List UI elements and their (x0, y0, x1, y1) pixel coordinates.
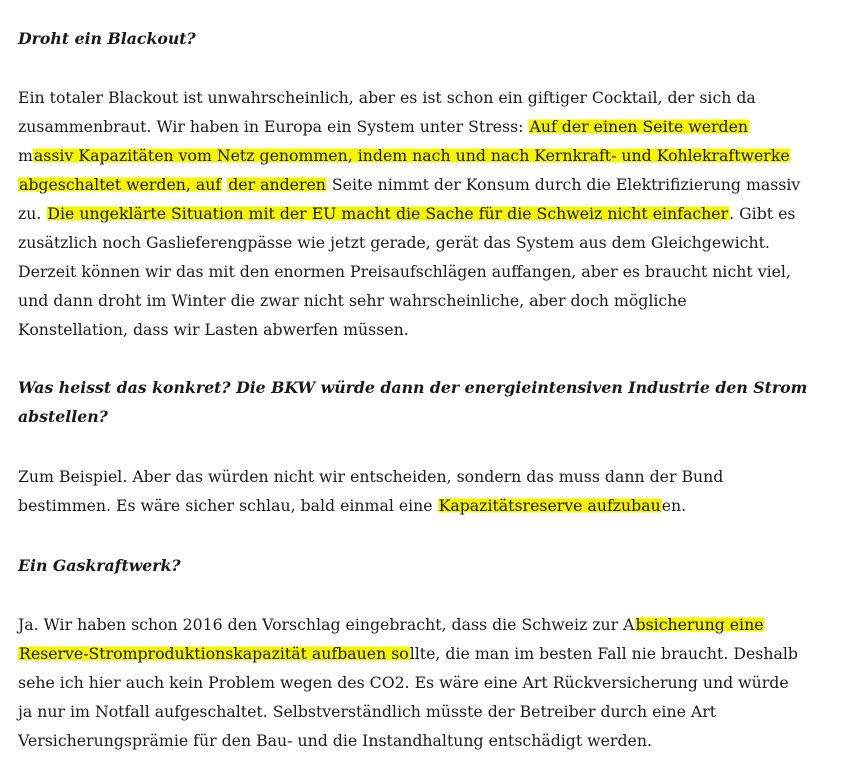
question-line: Ein Gaskraftwerk? (18, 556, 181, 575)
question-line: Droht ein Blackout? (18, 29, 196, 48)
question-1 (18, 24, 848, 53)
answer-line: Ein totaler Blackout ist unwahrscheinlich, aber es ist schon ein giftiger Cocktail, der sich da (18, 88, 756, 107)
text-run: en. (661, 496, 687, 515)
answer-line: Zum Beispiel. Aber das würden nicht wir entscheiden, sondern das muss dann der Bund (18, 467, 724, 486)
highlighted-text: der anderen (228, 175, 326, 194)
text-run: bestimmen. Es wäre sicher schlau, bald einmal eine (18, 496, 438, 515)
answer-line (18, 141, 844, 170)
answer-line: sehe ich hier auch kein Problem wegen des CO2. Es wäre eine Art Rückversicherung und würde (18, 673, 789, 692)
answer-line (18, 610, 844, 639)
answer-line: Versicherungsprämie für den Bau- und die Instandhaltung entschädigt werden. (18, 731, 652, 750)
question-3 (18, 551, 848, 580)
answer-line: Konstellation, dass wir Lasten abwerfen müssen. (18, 320, 409, 339)
answer-line: ja nur im Notfall aufgeschaltet. Selbstverständlich müsste der Betreiber durch eine Art (18, 702, 717, 721)
highlighted-text: bsicherung eine (635, 615, 764, 634)
answer-2 (18, 462, 848, 520)
answer-line: zusätzlich noch Gaslieferengpässe wie jetzt gerade, gerät das System aus dem Gleichgewicht. (18, 233, 770, 252)
answer-line (18, 491, 844, 520)
text-run: m (18, 146, 33, 165)
question-line: abstellen? (18, 407, 108, 426)
highlighted-text: Kapazitätsreserve aufzubau (438, 496, 661, 515)
answer-line (18, 199, 844, 228)
answer-1 (18, 83, 848, 344)
text-run: llte, die man im besten Fall nie braucht. Deshalb (409, 644, 798, 663)
highlighted-text: assiv Kapazitäten vom Netz genommen, indem nach und nach Kernkraft- und Kohlekraftwerke (33, 146, 790, 165)
text-run: zusammenbraut. Wir haben in Europa ein System unter Stress: (18, 117, 529, 136)
answer-line (18, 170, 844, 199)
highlighted-text: abgeschaltet werden, auf (18, 175, 222, 194)
text-run: Seite nimmt der Konsum durch die Elektrifizierung massiv (326, 175, 801, 194)
answer-3 (18, 610, 848, 755)
text-run: Ja. Wir haben schon 2016 den Vorschlag eingebracht, dass die Schweiz zur A (18, 615, 635, 634)
highlighted-text: Die ungeklärte Situation mit der EU macht die Sache für die Schweiz nicht einfacher (47, 204, 729, 223)
answer-line: Derzeit können wir das mit den enormen Preisaufschlägen auffangen, aber es braucht nicht viel, (18, 262, 791, 281)
answer-line (18, 639, 844, 668)
answer-line (18, 112, 844, 141)
highlighted-text: Auf der einen Seite werden (529, 117, 749, 136)
question-line: Was heisst das konkret? Die BKW würde dann der energieintensiven Industrie den Strom (18, 378, 808, 397)
answer-line: und dann droht im Winter die zwar nicht sehr wahrscheinliche, aber doch mögliche (18, 291, 687, 310)
text-run: zu. (18, 204, 47, 223)
highlighted-text: Reserve-Stromproduktionskapazität aufbauen so (18, 644, 409, 663)
text-run: . Gibt es (729, 204, 796, 223)
question-2 (18, 373, 848, 431)
